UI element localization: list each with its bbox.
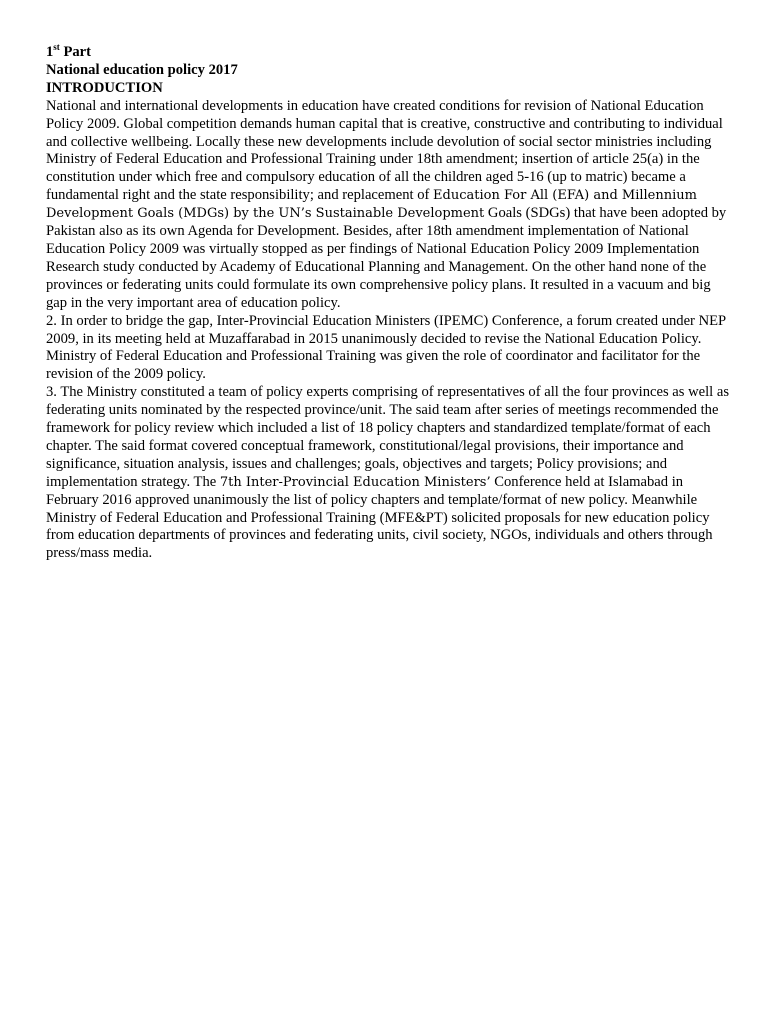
- paragraph-3: [46, 384, 732, 563]
- paragraph-1-part-b: Education For All (EFA) and Millennium Development Goals (MDGs) by the UN’s Sustainable Development: [46, 188, 697, 222]
- paragraph-1-part-a: National and international developments in education have created conditions for revision of National Education Policy 2009. Global competition demands human capital that is creative, constructive and contributing to individual and collective wellbeing. Locally these new developments include devolution of social sector ministries including Ministry of Federal Education and Professional Training under 18th amendment; insertion of article 25(a) in the constitution under which free and compulsory education of all the children aged 5-16 (up to matric) became a fundamental right and the state responsibility; and replacement of: [46, 97, 723, 204]
- section-heading: INTRODUCTION: [46, 79, 163, 96]
- part-number: 1: [46, 44, 54, 60]
- part-suffix: st: [53, 42, 60, 53]
- paragraph-2: 2. In order to bridge the gap, Inter-Provincial Education Ministers (IPEMC) Conference, a forum created under NEP 2009, in its meeting held at Muzaffarabad in 2015 unanimously decided to revise the National Education Policy. Ministry of Federal Education and Professional Training was given the role of coordinator and facilitator for the revision of the 2009 policy.: [46, 312, 726, 383]
- document-title: National education policy 2017: [46, 61, 238, 78]
- paragraph-3-part-b: 7th Inter-Provincial Education Ministers’: [219, 474, 491, 490]
- paragraph-1-part-c: Goals (SDGs) that have been adopted by Pakistan also as its own Agenda for Development. Besides, after 18th amendment implementation of National Education Policy 2009 was virtually stopped as per findings of National Education Policy 2009 Implementation Research study conducted by Academy of Educational Planning and Management. On the other hand none of the provinces or federating units could formulate its own comprehensive policy plans. It resulted in a vacuum and big gap in the very important area of education policy.: [46, 205, 727, 311]
- part-heading: [46, 44, 732, 62]
- paragraph-3-part-a: 3. The Ministry constituted a team of policy experts comprising of representatives of all the four provinces as well as federating units nominated by the respected province/unit. The said team after series of meetings recommended the framework for policy review which included a list of 18 policy chapters and standardized template/format of each chapter. The said format covered conceptual framework, constitutional/legal provisions, their importance and significance, situation analysis, issues and challenges; goals, objectives and targets; Policy provisions; and implementation strategy. The: [46, 384, 730, 490]
- part-word: Part: [59, 44, 91, 60]
- paragraph-3-part-c: Conference held at Islamabad in February 2016 approved unanimously the list of policy chapters and template/format of new policy. Meanwhile Ministry of Federal Education and Professional Training (MFE&PT) solicited proposals for new education policy from education departments of provinces and federating units, civil society, NGOs, individuals and others through press/mass media.: [46, 473, 713, 562]
- paragraph-1: [46, 98, 732, 313]
- document-page: [46, 44, 732, 563]
